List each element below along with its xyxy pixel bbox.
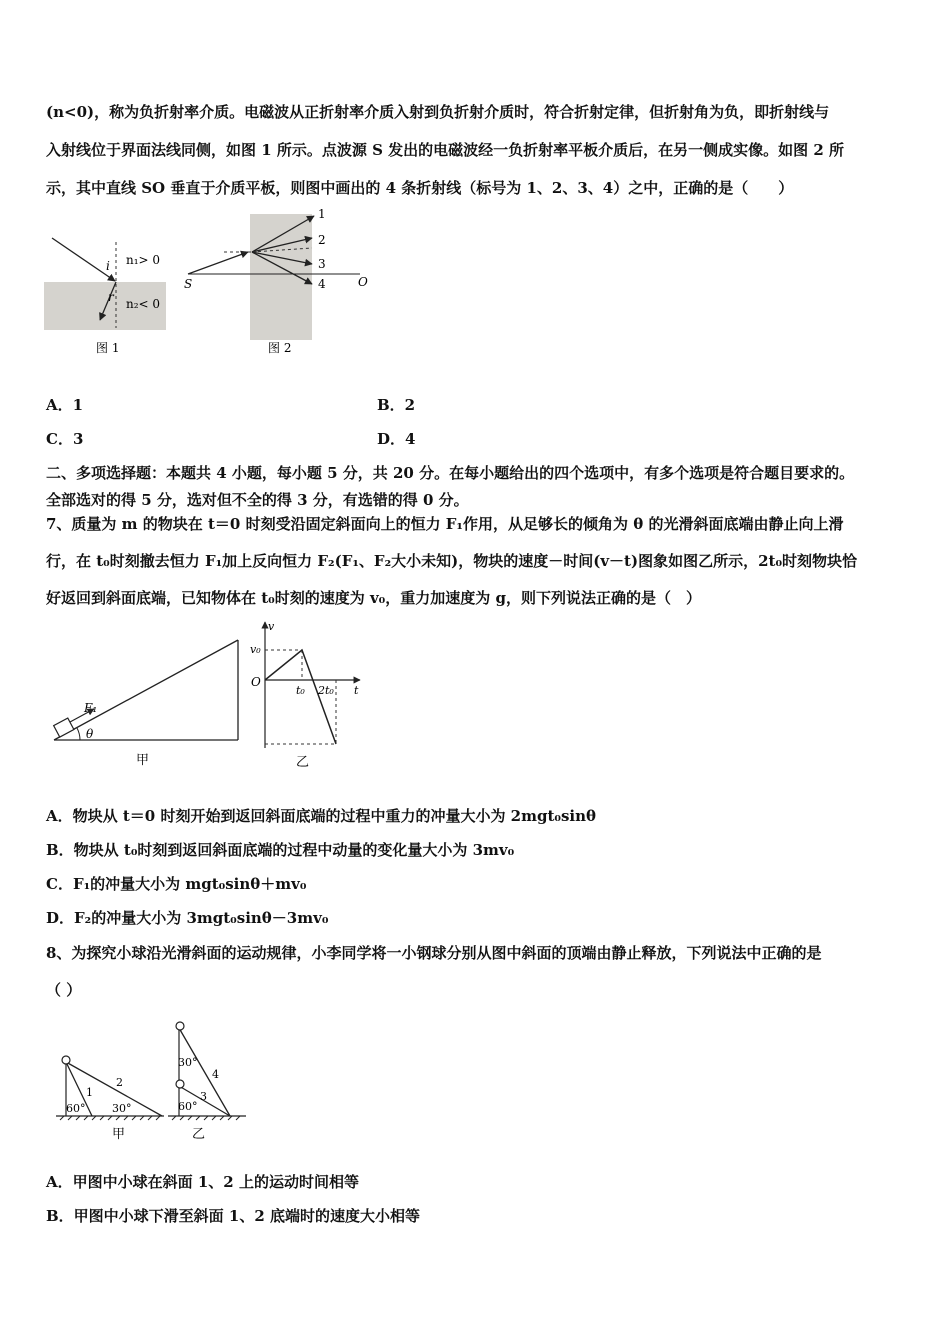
yi-label-3: 3 bbox=[200, 1090, 207, 1103]
q6-line-3: 示，其中直线 SO 垂直于介质平板，则图中画出的 4 条折射线（标号为 1、2、3、4）之中，正确的是（ ） bbox=[46, 179, 794, 197]
yi-angle-60: 60° bbox=[178, 1100, 198, 1113]
fig2-label-3: 3 bbox=[318, 257, 326, 271]
label-v: v bbox=[268, 620, 275, 633]
fig1-n1-label: n₁> 0 bbox=[126, 253, 161, 267]
label-2t0: 2t₀ bbox=[318, 684, 334, 697]
q6-option-a[interactable]: A．1 bbox=[46, 396, 84, 414]
q8-line-1: 8、为探究小球沿光滑斜面的运动规律，小李同学将一小钢球分别从图中斜面的顶端由静止释放，下列说法中正确的是 bbox=[46, 944, 822, 962]
fig2-label-S: S bbox=[184, 277, 193, 291]
yi-ball-top bbox=[176, 1022, 184, 1030]
fig1-angle-r: r bbox=[108, 290, 114, 304]
figure-1-refraction bbox=[44, 228, 174, 368]
yi-caption: 乙 bbox=[192, 1127, 206, 1142]
q8-option-b[interactable]: B．甲图中小球下滑至斜面 1、2 底端时的速度大小相等 bbox=[46, 1207, 420, 1225]
q6-option-d[interactable]: D．4 bbox=[377, 430, 416, 448]
jia-angle-60: 60° bbox=[66, 1102, 86, 1115]
fig2-caption: 图 2 bbox=[268, 341, 292, 355]
q6-option-b[interactable]: B．2 bbox=[377, 396, 416, 414]
q7-figure-jia-incline bbox=[50, 622, 250, 772]
label-theta: θ bbox=[86, 727, 94, 741]
caption-jia: 甲 bbox=[136, 753, 150, 768]
yi-ball-mid bbox=[176, 1080, 184, 1088]
jia-caption: 甲 bbox=[112, 1127, 126, 1142]
yi-label-4: 4 bbox=[212, 1068, 219, 1081]
label-t: t bbox=[354, 684, 359, 697]
jia-angle-30: 30° bbox=[112, 1102, 132, 1115]
fig1-angle-i: i bbox=[106, 259, 110, 273]
fig2-label-O: O bbox=[358, 275, 368, 289]
fig1-caption: 图 1 bbox=[96, 341, 120, 355]
section2-line-2: 全部选对的得 5 分，选对但不全的得 3 分，有选错的得 0 分。 bbox=[46, 491, 469, 509]
q8-option-a[interactable]: A．甲图中小球在斜面 1、2 上的运动时间相等 bbox=[46, 1173, 359, 1191]
figure-2-refraction bbox=[180, 207, 380, 355]
q7-figure-yi-vt-graph bbox=[248, 620, 368, 770]
q6-line-2: 入射线位于界面法线同侧，如图 1 所示。点波源 S 发出的电磁波经一负折射率平板介质后，在另一侧成实像。如图 2 所 bbox=[46, 141, 845, 159]
label-origin: O bbox=[251, 675, 261, 689]
jia-label-2: 2 bbox=[116, 1076, 123, 1089]
fig2-label-4: 4 bbox=[318, 277, 326, 291]
q7-option-a[interactable]: A．物块从 t＝0 时刻开始到返回斜面底端的过程中重力的冲量大小为 2mgt₀sinθ bbox=[46, 807, 597, 825]
q8-figure-inclines bbox=[46, 1016, 256, 1156]
q6-option-c[interactable]: C．3 bbox=[46, 430, 84, 448]
q7-line-3: 好返回到斜面底端，已知物体在 t₀时刻的速度为 v₀，重力加速度为 g，则下列说法正确的是（ ） bbox=[46, 589, 701, 607]
incline-slope bbox=[54, 640, 238, 740]
q6-line-1: (n<0)，称为负折射率介质。电磁波从正折射率介质入射到负折射介质时，符合折射定律，但折射角为负，即折射线与 bbox=[46, 103, 830, 121]
fig2-label-2: 2 bbox=[318, 233, 326, 247]
q7-line-1: 7、质量为 m 的物块在 t＝0 时刻受沿固定斜面向上的恒力 F₁作用，从足够长的倾角为 θ 的光滑斜面底端由静止向上滑 bbox=[46, 515, 844, 533]
jia-ball bbox=[62, 1056, 70, 1064]
fig1-n2-label: n₂< 0 bbox=[126, 297, 161, 311]
vt-curve bbox=[265, 650, 336, 744]
q8-line-2: （ ） bbox=[46, 981, 82, 999]
label-v0: v₀ bbox=[250, 643, 261, 656]
q7-line-2: 行，在 t₀时刻撤去恒力 F₁加上反向恒力 F₂(F₁、F₂大小未知)，物块的速度－时间(v－t)图象如图乙所示，2t₀时刻物块恰 bbox=[46, 552, 858, 570]
caption-yi: 乙 bbox=[296, 755, 310, 770]
section2-line-1: 二、多项选择题：本题共 4 小题，每小题 5 分，共 20 分。在每小题给出的四个选项中，有多个选项是符合题目要求的。 bbox=[46, 464, 855, 482]
angle-arc bbox=[77, 728, 80, 740]
q7-option-b[interactable]: B．物块从 t₀时刻到返回斜面底端的过程中动量的变化量大小为 3mv₀ bbox=[46, 841, 515, 859]
label-t0: t₀ bbox=[296, 684, 305, 697]
slab-medium bbox=[250, 214, 312, 340]
fig2-label-1: 1 bbox=[318, 207, 326, 221]
q7-option-c[interactable]: C．F₁的冲量大小为 mgt₀sinθ＋mv₀ bbox=[46, 875, 307, 893]
q7-option-d[interactable]: D．F₂的冲量大小为 3mgt₀sinθ－3mv₀ bbox=[46, 909, 329, 927]
label-F1: F₁ bbox=[84, 701, 98, 715]
yi-angle-30: 30° bbox=[178, 1056, 198, 1069]
incident-ray-fig2 bbox=[188, 252, 248, 274]
jia-label-1: 1 bbox=[86, 1086, 93, 1099]
